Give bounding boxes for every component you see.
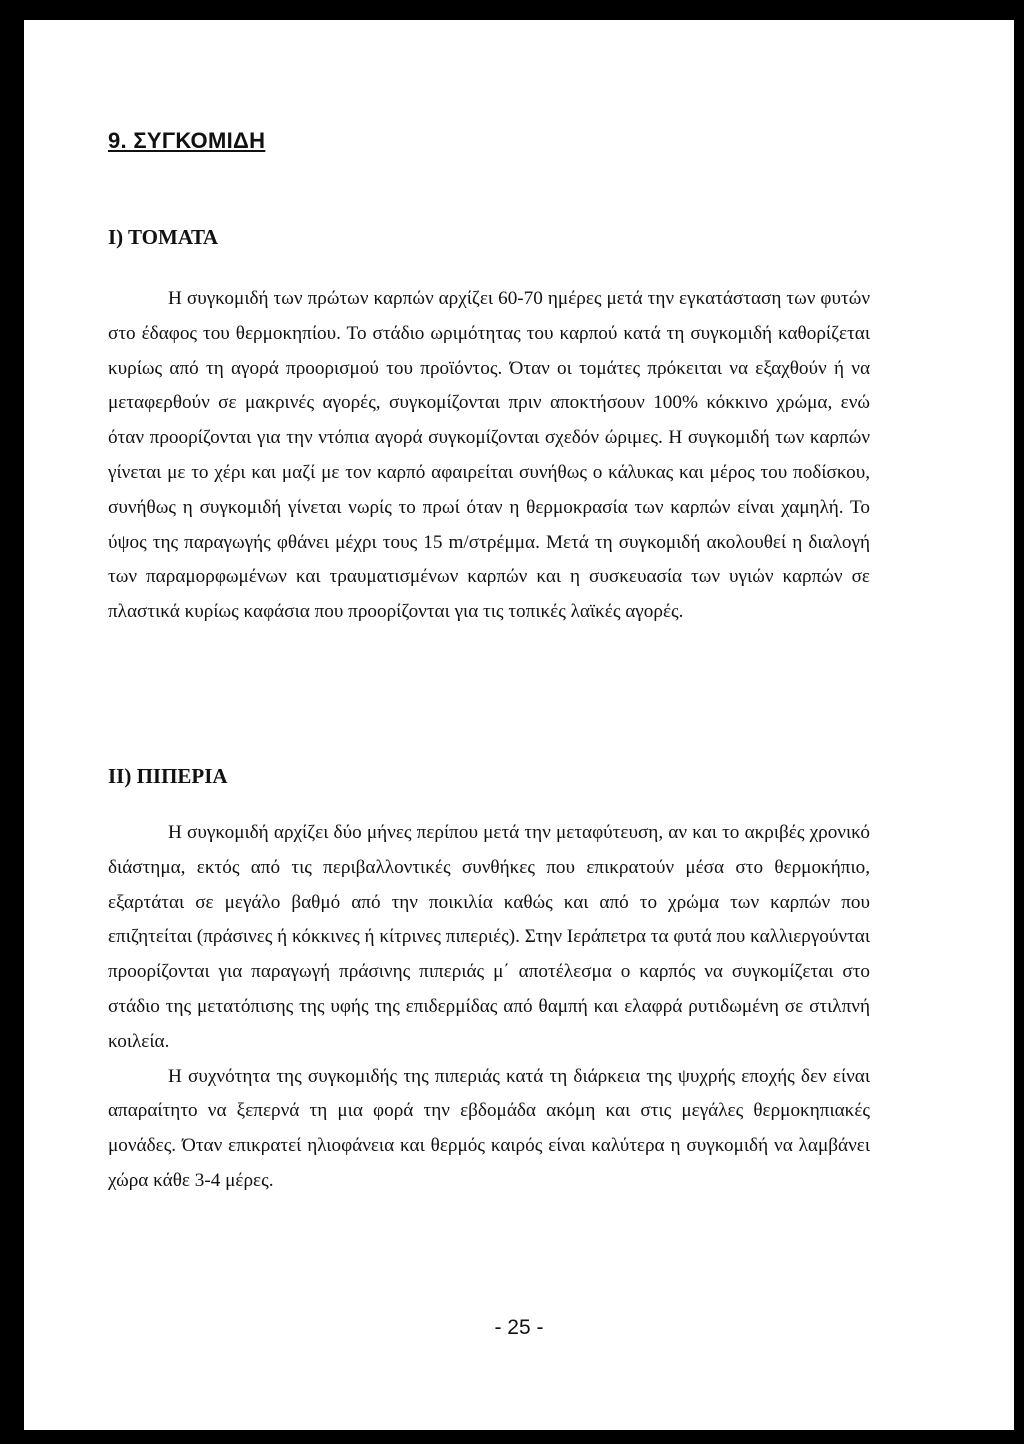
document-page — [24, 20, 1014, 1430]
paragraph: Η συγκομιδή των πρώτων καρπών αρχίζει 60-70 ημέρες μετά την εγκατάσταση των φυτών στο έδαφος του θερμοκηπίου. Το στάδιο ωριμότητας του καρπού κατά τη συγκομιδή καθορίζεται κυρίως από τη αγορά προορισμού του προϊόντος. Όταν οι τομάτες πρόκειται να εξαχθούν ή να μεταφερθούν σε μακρινές αγορές, συγκομίζονται πριν αποκτήσουν 100% κόκκινο χρώμα, ενώ όταν προορίζονται για την ντόπια αγορά συγκομίζονται σχεδόν ώριμες. Η συγκομιδή των καρπών γίνεται με το χέρι και μαζί με τον καρπό αφαιρείται συνήθως ο κάλυκας και μέρος του ποδίσκου, συνήθως η συγκομιδή γίνεται νωρίς το πρωί όταν η θερμοκρασία των καρπών είναι χαμηλή. Το ύψος της παραγωγής φθάνει μέχρι τους 15 m/στρέμμα. Μετά τη συγκομιδή ακολουθεί η διαλογή των παραμορφωμένων και τραυματισμένων καρπών και η συσκευασία των υγιών καρπών σε πλαστικά κυρίως καφάσια που προορίζονται για τις τοπικές λαϊκές αγορές. — [108, 288, 870, 623]
paragraph: Η συχνότητα της συγκομιδής της πιπεριάς κατά τη διάρκεια της ψυχρής εποχής δεν είναι απαραίτητο να ξεπερνά τη μια φορά την εβδομάδα ακόμη και στις μεγάλες θερμοκηπιακές μονάδες. Όταν επικρατεί ηλιοφάνεια και θερμός καιρός είναι καλύτερα η συγκομιδή να λαμβάνει χώρα κάθε 3-4 μέρες. — [108, 1065, 870, 1191]
page-number: - 25 - — [494, 1316, 544, 1339]
section-body-tomato — [108, 282, 870, 630]
section-heading-tomato: Ι) ΤΟΜΑΤΑ — [108, 225, 219, 249]
chapter-title: 9. ΣΥΓΚΟΜΙΔΗ — [108, 128, 266, 153]
section-body-pepper — [108, 816, 870, 1199]
section-heading-pepper: ΙΙ) ΠΙΠΕΡΙΑ — [108, 764, 228, 788]
paragraph: Η συγκομιδή αρχίζει δύο μήνες περίπου μετά την μεταφύτευση, αν και το ακριβές χρονικό διάστημα, εκτός από τις περιβαλλοντικές συνθήκες που επικρατούν μέσα στο θερμοκήπιο, εξαρτάται σε μεγάλο βαθμό από την ποικιλία καθώς και από το χρώμα των καρπών που επιζητείται (πράσινες ή κόκκινες ή κίτρινες πιπεριές). Στην Ιεράπετρα τα φυτά που καλλιεργούνται προορίζονται για παραγωγή πράσινης πιπεριάς μ΄ αποτέλεσμα ο καρπός να συγκομίζεται στο στάδιο της μετατόπισης της υφής της επιδερμίδας από θαμπή και ελαφρά ρυτιδωμένη σε στιλπνή κοιλεία. — [108, 822, 870, 1052]
